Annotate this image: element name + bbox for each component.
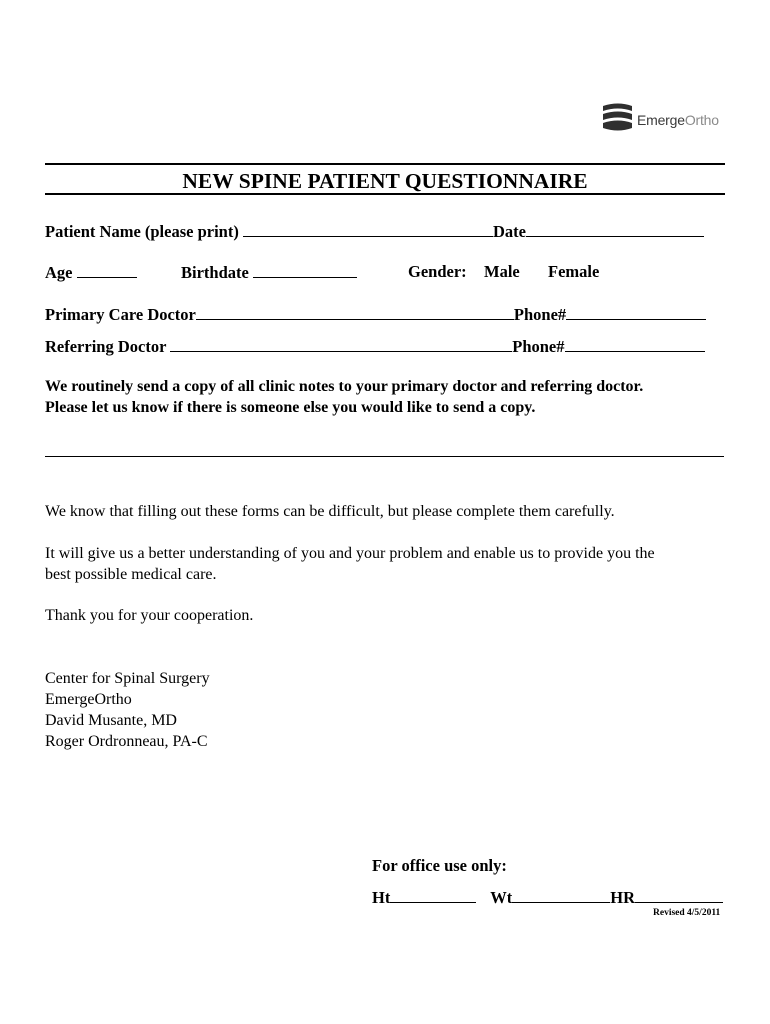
primary-phone-field[interactable]: [566, 304, 706, 320]
title-top-rule: [45, 163, 725, 165]
referring-phone-label: Phone#: [512, 337, 565, 356]
copy-notice-line-1: We routinely send a copy of all clinic notes to your primary doctor and referring doctor.: [45, 378, 644, 395]
signature-line-2: EmergeOrtho: [45, 691, 132, 708]
gender-female-option[interactable]: Female: [548, 262, 600, 281]
instructions-paragraph: We know that filling out these forms can be difficult, but please complete them carefully.: [45, 503, 615, 520]
patient-name-label: Patient Name (please print): [45, 222, 239, 241]
signature-line-4: Roger Ordronneau, PA-C: [45, 733, 208, 750]
primary-phone-label: Phone#: [513, 305, 567, 324]
revision-date: Revised 4/5/2011: [653, 908, 721, 918]
copy-notice-line-2: Please let us know if there is someone else you would like to send a copy.: [45, 399, 536, 416]
title-bottom-rule: [45, 193, 725, 195]
primary-care-row: [45, 304, 706, 325]
page-title: NEW SPINE PATIENT QUESTIONNAIRE: [182, 169, 588, 193]
thanks-paragraph: Thank you for your cooperation.: [45, 607, 254, 624]
height-label: Ht: [372, 888, 391, 907]
age-label-group: [45, 262, 137, 283]
primary-care-label: Primary Care Doctor: [45, 305, 196, 324]
heart-rate-field[interactable]: [635, 887, 723, 903]
signature-line-1: Center for Spinal Surgery: [45, 670, 210, 687]
age-label: Age: [45, 263, 73, 282]
office-vitals-row: [372, 887, 723, 908]
signature-line-3: David Musante, MD: [45, 712, 177, 729]
additional-recipient-field[interactable]: [45, 456, 724, 457]
date-label: Date: [492, 222, 526, 241]
referring-row: [45, 336, 705, 357]
age-field[interactable]: [77, 262, 137, 278]
referring-label: Referring Doctor: [45, 337, 167, 356]
gender-male-option[interactable]: Male: [484, 262, 520, 281]
logo-mark-icon: [601, 102, 635, 136]
referring-field[interactable]: [170, 336, 512, 352]
birthdate-field[interactable]: [253, 262, 357, 278]
referring-phone-field[interactable]: [565, 336, 705, 352]
patient-name-row: [45, 221, 704, 242]
date-field[interactable]: [526, 221, 704, 237]
purpose-paragraph-line-2: best possible medical care.: [45, 566, 217, 583]
emergeortho-logo: [601, 102, 741, 136]
gender-label: Gender:: [408, 262, 467, 281]
office-use-heading: For office use only:: [372, 856, 507, 875]
purpose-paragraph-line-1: It will give us a better understanding of you and your problem and enable us to provide you the: [45, 545, 655, 562]
logo-wordmark: [637, 112, 719, 128]
weight-field[interactable]: [512, 887, 610, 903]
weight-label: Wt: [490, 888, 513, 907]
heart-rate-label: HR: [610, 888, 636, 907]
primary-care-field[interactable]: [196, 304, 514, 320]
height-field[interactable]: [390, 887, 476, 903]
logo-wordmark-ortho: Ortho: [684, 112, 719, 128]
birthdate-label: Birthdate: [181, 263, 249, 282]
logo-wordmark-emerge: Emerge: [637, 112, 685, 128]
patient-name-field[interactable]: [243, 221, 493, 237]
birthdate-group: [181, 262, 357, 283]
